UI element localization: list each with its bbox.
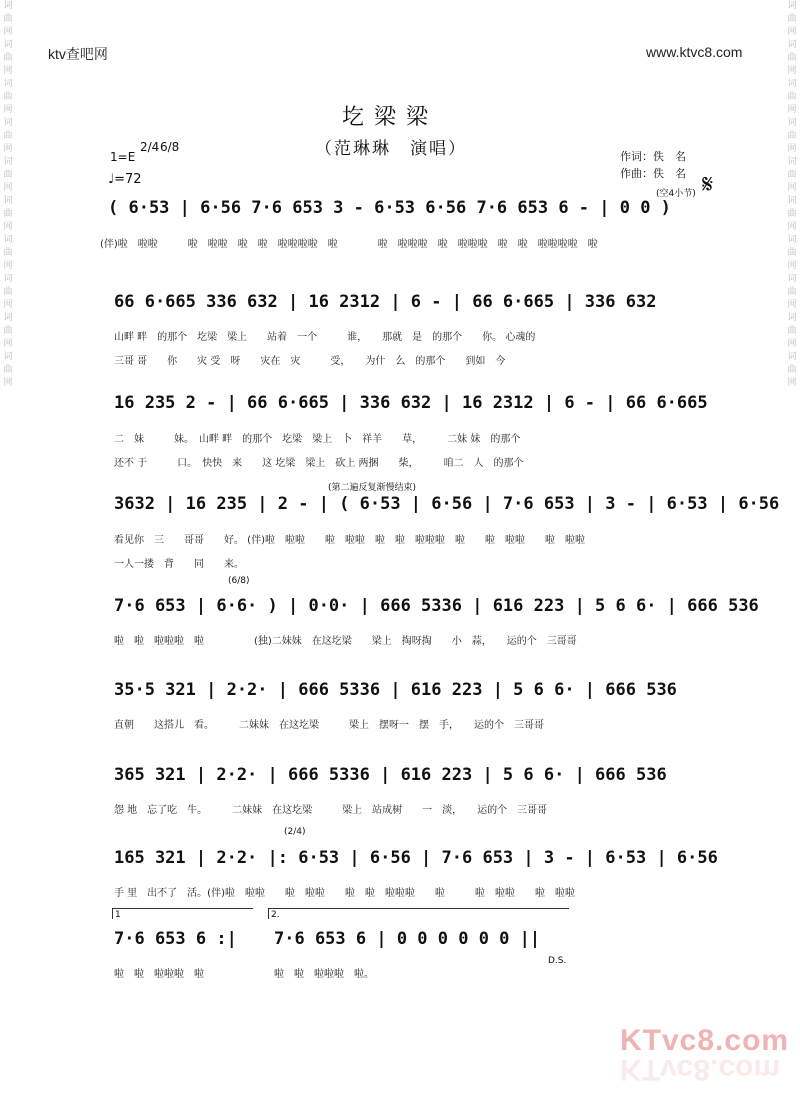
score-row-2-lyric-2: 三哥 哥 你 灾 受 呀 灾在 灾 受， 为什 么 的那个 到如 今 [114, 356, 506, 367]
repeat-note: (第二遍反复渐慢结束) [328, 483, 417, 493]
meter-change-6-8: (6/8) [228, 576, 250, 586]
lyricist: 作词：佚 名 [620, 150, 686, 163]
score-row-6-notes: 35·5 321 | 2·2· | 666 5336 | 616 223 | 5 6 6· | 666 536 [114, 680, 677, 700]
second-ending-label: 2. [271, 910, 280, 920]
score-row-1-lyric: (伴)啦 啦啦 啦 啦啦 啦 啦 啦啦啦啦 啦 啦 啦啦啦 啦 啦啦啦 啦 啦 啦啦啦啦 啦 [100, 239, 598, 250]
score-row-9-notes-ending-2: 7·6 653 6 | 0 0 0 0 0 0 || [274, 929, 541, 949]
second-ending-bracket [268, 908, 569, 919]
time-signature-1: 2/4 [140, 140, 160, 154]
score-row-8-notes: 165 321 | 2·2· |: 6·53 | 6·56 | 7·6 653 | 3 - | 6·53 | 6·56 [114, 848, 718, 868]
score-row-9-notes-ending-1: 7·6 653 6 :| [114, 929, 237, 949]
watermark-logo: KTvc8.com [620, 1024, 790, 1057]
da-segno: D.S. [548, 956, 567, 966]
score-row-8-lyric: 手 里 出不了 活。(伴)啦 啦啦 啦 啦啦 啦 啦 啦啦啦 啦 啦 啦啦 啦 啦啦 [114, 888, 575, 899]
score-row-5-notes: 7·6 653 | 6·6· ) | 0·0· | 666 5336 | 616 223 | 5 6 6· | 666 536 [114, 596, 759, 616]
first-ending-bracket [112, 908, 253, 919]
score-row-1-notes: ( 6·53 | 6·56 7·6 653 3 - 6·53 6·56 7·6 653 6 - | 0 0 ) [108, 198, 671, 218]
score-row-9-lyric-1: 啦 啦 啦啦啦 啦 [114, 969, 204, 980]
segno-icon: 𝄋 [702, 170, 714, 200]
composer: 作曲：佚 名 [620, 167, 686, 180]
song-subtitle: （范琳琳 演唱） [315, 139, 467, 159]
tempo-mark: ♩=72 [108, 172, 142, 187]
score-row-7-lyric: 怨 地 忘了吃 牛。 二妹妹 在这圪梁 梁上 站成树 一 淡， 运的个 三哥哥 [114, 805, 548, 816]
song-title: 圪梁梁 [342, 105, 439, 130]
key-signature: 1=E [110, 150, 136, 164]
first-ending-label: 1 [115, 910, 121, 920]
score-row-5-lyric: 啦 啦 啦啦啦 啦 (独)二妹妹 在这圪梁 梁上 掏呀掏 小 蒜， 运的个 三哥哥 [114, 636, 577, 647]
score-row-6-lyric: 直朝 这搭儿 看。 二妹妹 在这圪梁 梁上 摆呀一 摆 手， 运的个 三哥哥 [114, 720, 544, 731]
side-watermark-right: 词曲网词曲网词曲网词曲网词曲网词曲网词曲网词曲网词曲网词曲网 [787, 1, 797, 388]
site-name-left: ktv查吧网 [48, 46, 108, 62]
side-watermark-left: 词曲网词曲网词曲网词曲网词曲网词曲网词曲网词曲网词曲网词曲网 [3, 1, 13, 388]
score-row-7-notes: 365 321 | 2·2· | 666 5336 | 616 223 | 5 6 6· | 666 536 [114, 765, 667, 785]
score-row-2-lyric-1: 山畔 畔 的那个 圪梁 梁上 站着 一个 谁， 那就 是 的那个 你。 心魂的 [114, 332, 536, 343]
intro-note: (空4小节) [656, 189, 696, 199]
score-row-4-lyric-2: 一人一搂 背 同 来。 [114, 559, 244, 570]
score-row-4-notes: 3632 | 16 235 | 2 - | ( 6·53 | 6·56 | 7·6 653 | 3 - | 6·53 | 6·56 [114, 494, 780, 514]
score-row-9-lyric-2: 啦 啦 啦啦啦 啦。 [274, 969, 374, 980]
score-row-3-lyric-2: 还不 于 口。 快快 来 这 圪梁 梁上 砍上 两捆 柴， 咱二 人 的那个 [114, 458, 524, 469]
site-url-right: www.ktvc8.com [646, 44, 743, 60]
score-row-3-notes: 16 235 2 - | 66 6·665 | 336 632 | 16 2312 | 6 - | 66 6·665 [114, 393, 708, 413]
score-row-2-notes: 66 6·665 336 632 | 16 2312 | 6 - | 66 6·665 | 336 632 [114, 292, 657, 312]
time-signature-2: 6/8 [160, 140, 180, 154]
meter-change-2-4: (2/4) [284, 827, 306, 837]
score-row-4-lyric-1: 看见你 三 哥哥 好。 (伴)啦 啦啦 啦 啦啦 啦 啦 啦啦啦 啦 啦 啦啦 啦 啦啦 [114, 535, 585, 546]
watermark-reflection: KTvc8.com [620, 1053, 781, 1086]
score-row-3-lyric-1: 二 妹 妹。 山畔 畔 的那个 圪梁 梁上 卜 祥羊 草， 二妹 妹 的那个 [114, 434, 521, 445]
